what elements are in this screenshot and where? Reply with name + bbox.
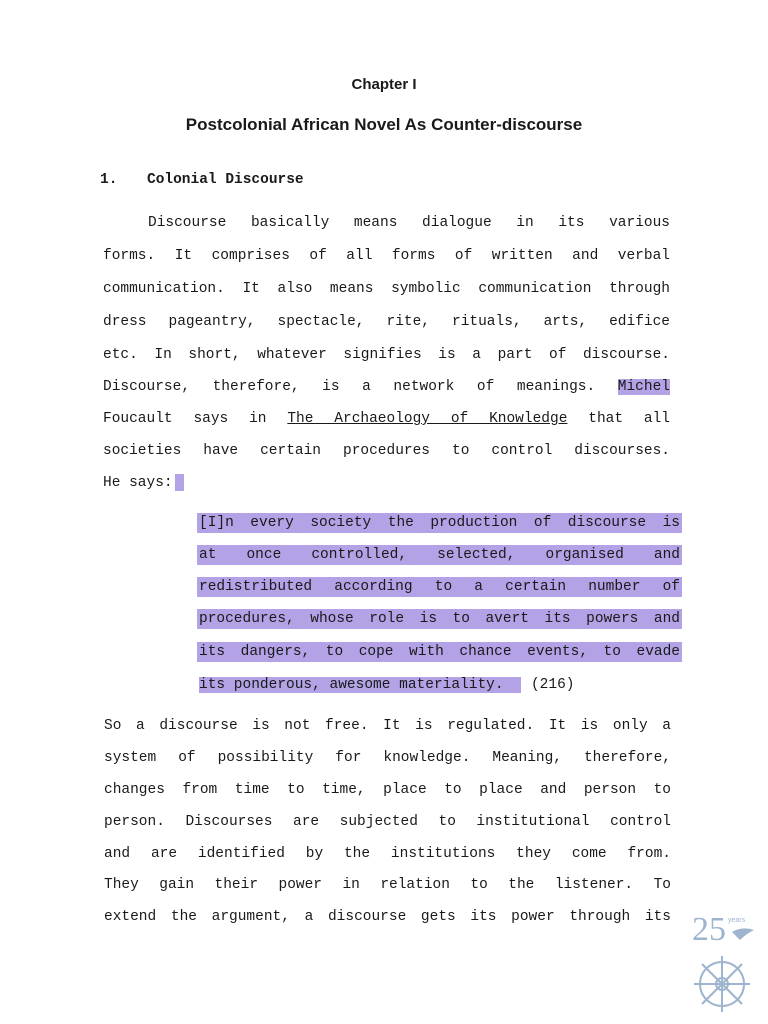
anniversary-seal-icon: [688, 906, 760, 1014]
highlight-mark: [175, 474, 184, 491]
paragraph-line: extend the argument, a discourse gets its power through its: [104, 909, 671, 925]
svg-text:25: 25: [692, 911, 726, 948]
paragraph-line: [103, 377, 670, 397]
section-title: Colonial Discourse: [147, 172, 304, 188]
paragraph-line: system of possibility for knowledge. Meaning, therefore,: [104, 750, 671, 766]
quote-line: [I]n every society the production of discourse is: [199, 515, 680, 531]
paragraph-line: They gain their power in relation to the listener. To: [104, 877, 671, 893]
paragraph-line: So a discourse is not free. It is regulated. It is only a: [104, 718, 671, 734]
paragraph-line: changes from time to time, place to place and person to: [104, 782, 671, 798]
paragraph-line: Discourse basically means dialogue in its various: [148, 215, 670, 231]
chapter-title: Postcolonial African Novel As Counter-discourse: [185, 115, 583, 134]
line-text: He says:: [103, 475, 173, 491]
highlighted-text: Michel: [617, 379, 670, 395]
quote-line: redistributed according to a certain number of: [199, 579, 680, 595]
chapter-label: Chapter I: [351, 76, 417, 93]
paragraph-line: societies have certain procedures to control discourses.: [103, 443, 670, 459]
quote-line: its dangers, to cope with chance events, to evade: [199, 644, 680, 660]
book-title: The Archaeology of Knowledge: [287, 411, 568, 427]
section-heading: [100, 172, 304, 188]
highlighted-text: its ponderous, awesome materiality.: [199, 677, 504, 693]
quote-line: at once controlled, selected, organised and: [199, 547, 680, 563]
paragraph-line: dress pageantry, spectacle, rite, rituals, arts, edifice: [103, 314, 670, 330]
paragraph-line: [103, 409, 670, 429]
page-citation: (216): [530, 677, 575, 693]
paragraph-line: and are identified by the institutions they come from.: [104, 846, 671, 862]
section-number: 1.: [100, 172, 118, 188]
paragraph-line: [103, 473, 670, 493]
paragraph-line: person. Discourses are subjected to institutional control: [104, 814, 671, 830]
line-text: that all: [588, 411, 670, 427]
paragraph-line: forms. It comprises of all forms of written and verbal: [103, 248, 670, 264]
quote-line: procedures, whose role is to avert its powers and: [199, 611, 680, 627]
line-text: Discourse, therefore, is a network of meanings.: [103, 379, 596, 395]
paragraph-line: communication. It also means symbolic communication through: [103, 281, 670, 297]
paragraph-line: etc. In short, whatever signifies is a part of discourse.: [103, 347, 670, 363]
svg-text:years: years: [728, 917, 746, 924]
line-text: Foucault says in: [103, 411, 267, 427]
quote-line: [197, 675, 682, 695]
